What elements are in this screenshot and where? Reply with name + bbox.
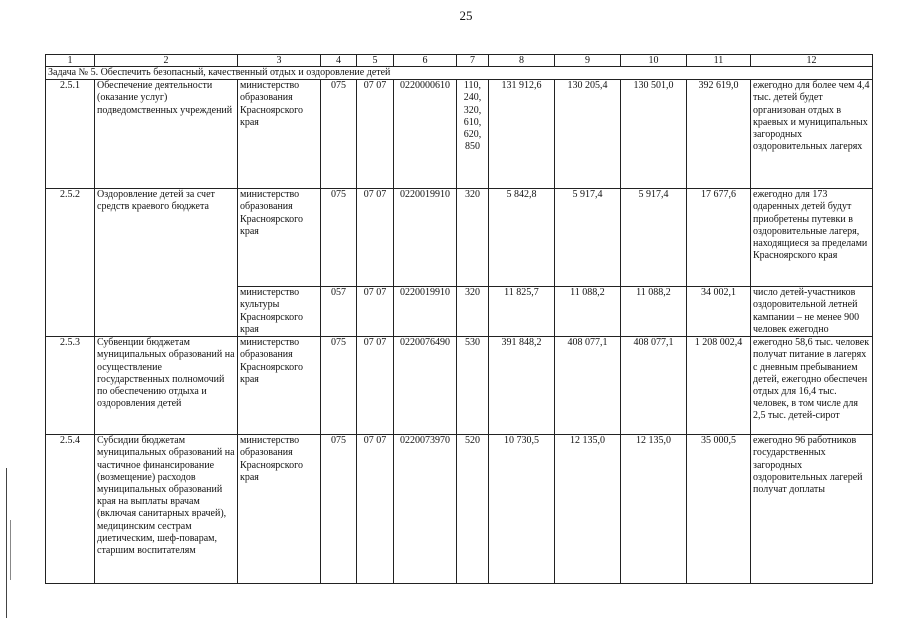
amount-year3: 11 088,2 bbox=[621, 287, 687, 337]
executor: министерство культуры Красноярского края bbox=[238, 287, 321, 337]
csr-code: 0220019910 bbox=[394, 287, 457, 337]
amount-year1: 10 730,5 bbox=[489, 435, 555, 584]
column-header: 6 bbox=[394, 55, 457, 67]
table-row bbox=[46, 189, 873, 287]
rzpr-code: 07 07 bbox=[357, 287, 394, 337]
column-header: 4 bbox=[321, 55, 357, 67]
amount-year3: 5 917,4 bbox=[621, 189, 687, 287]
measure-name: Субсидии бюджетам муниципальных образований на частичное финансирование (возмещение) расходов муниципальных образований края на выплаты врачам (включая санитарных врачей), медицинским сестрам диетическим, шеф-поварам, старшим воспитателям bbox=[95, 435, 238, 584]
column-header: 3 bbox=[238, 55, 321, 67]
row-number: 2.5.3 bbox=[46, 337, 95, 435]
row-number: 2.5.4 bbox=[46, 435, 95, 584]
table-row bbox=[46, 80, 873, 189]
amount-year3: 130 501,0 bbox=[621, 80, 687, 189]
row-number: 2.5.2 bbox=[46, 189, 95, 337]
amount-total: 1 208 002,4 bbox=[687, 337, 751, 435]
csr-code: 0220019910 bbox=[394, 189, 457, 287]
amount-total: 35 000,5 bbox=[687, 435, 751, 584]
task-heading: Задача № 5. Обеспечить безопасный, качественный отдых и оздоровление детей bbox=[46, 67, 873, 80]
amount-year3: 12 135,0 bbox=[621, 435, 687, 584]
vr-code: 530 bbox=[457, 337, 489, 435]
measure-name: Обеспечение деятельности (оказание услуг) подведомственных учреждений bbox=[95, 80, 238, 189]
column-header: 7 bbox=[457, 55, 489, 67]
table-row bbox=[46, 337, 873, 435]
expected-result: ежегодно 58,6 тыс. человек получат питание в лагерях с дневным пребыванием детей, ежегодно обеспечен отдых для 16,4 тыс. человек, в том числе для 2,5 тыс. детей-сирот bbox=[751, 337, 873, 435]
vr-code: 520 bbox=[457, 435, 489, 584]
budget-table bbox=[45, 54, 873, 584]
rzpr-code: 07 07 bbox=[357, 337, 394, 435]
grbs-code: 075 bbox=[321, 435, 357, 584]
amount-year1: 11 825,7 bbox=[489, 287, 555, 337]
scan-mark bbox=[10, 520, 11, 580]
vr-code: 110, 240, 320, 610, 620, 850 bbox=[457, 80, 489, 189]
amount-year1: 5 842,8 bbox=[489, 189, 555, 287]
vr-code: 320 bbox=[457, 189, 489, 287]
expected-result: число детей-участников оздоровительной летней кампании – не менее 900 человек ежегодно bbox=[751, 287, 873, 337]
amount-year1: 391 848,2 bbox=[489, 337, 555, 435]
page-number: 25 bbox=[459, 8, 473, 23]
column-header: 2 bbox=[95, 55, 238, 67]
column-header: 10 bbox=[621, 55, 687, 67]
amount-year1: 131 912,6 bbox=[489, 80, 555, 189]
csr-code: 0220000610 bbox=[394, 80, 457, 189]
column-header: 5 bbox=[357, 55, 394, 67]
executor: министерство образования Красноярского края bbox=[238, 435, 321, 584]
amount-year2: 408 077,1 bbox=[555, 337, 621, 435]
column-header: 1 bbox=[46, 55, 95, 67]
grbs-code: 075 bbox=[321, 189, 357, 287]
amount-total: 17 677,6 bbox=[687, 189, 751, 287]
amount-year3: 408 077,1 bbox=[621, 337, 687, 435]
column-header: 8 bbox=[489, 55, 555, 67]
rzpr-code: 07 07 bbox=[357, 80, 394, 189]
expected-result: ежегодно для 173 одаренных детей будут приобретены путевки в оздоровительные лагеря, находящиеся за пределами Красноярского края bbox=[751, 189, 873, 287]
measure-name: Оздоровление детей за счет средств краевого бюджета bbox=[95, 189, 238, 337]
scan-mark bbox=[6, 468, 7, 618]
amount-year2: 11 088,2 bbox=[555, 287, 621, 337]
executor: министерство образования Красноярского края bbox=[238, 80, 321, 189]
csr-code: 0220076490 bbox=[394, 337, 457, 435]
task-heading-row bbox=[46, 67, 873, 80]
grbs-code: 075 bbox=[321, 337, 357, 435]
column-header: 12 bbox=[751, 55, 873, 67]
column-header: 11 bbox=[687, 55, 751, 67]
executor: министерство образования Красноярского края bbox=[238, 337, 321, 435]
expected-result: ежегодно для более чем 4,4 тыс. детей будет организован отдых в краевых и муниципальных загородных оздоровительных лагерях bbox=[751, 80, 873, 189]
measure-name: Субвенции бюджетам муниципальных образований на осуществление государственных полномочий по обеспечению отдыха и оздоровления детей bbox=[95, 337, 238, 435]
amount-total: 34 002,1 bbox=[687, 287, 751, 337]
executor: министерство образования Красноярского края bbox=[238, 189, 321, 287]
amount-year2: 12 135,0 bbox=[555, 435, 621, 584]
rzpr-code: 07 07 bbox=[357, 189, 394, 287]
grbs-code: 075 bbox=[321, 80, 357, 189]
rzpr-code: 07 07 bbox=[357, 435, 394, 584]
table-row bbox=[46, 435, 873, 584]
expected-result: ежегодно 96 работников государственных загородных оздоровительных лагерей получат доплаты bbox=[751, 435, 873, 584]
column-header: 9 bbox=[555, 55, 621, 67]
amount-year2: 5 917,4 bbox=[555, 189, 621, 287]
grbs-code: 057 bbox=[321, 287, 357, 337]
column-number-row bbox=[46, 55, 873, 67]
amount-year2: 130 205,4 bbox=[555, 80, 621, 189]
csr-code: 0220073970 bbox=[394, 435, 457, 584]
row-number: 2.5.1 bbox=[46, 80, 95, 189]
vr-code: 320 bbox=[457, 287, 489, 337]
amount-total: 392 619,0 bbox=[687, 80, 751, 189]
